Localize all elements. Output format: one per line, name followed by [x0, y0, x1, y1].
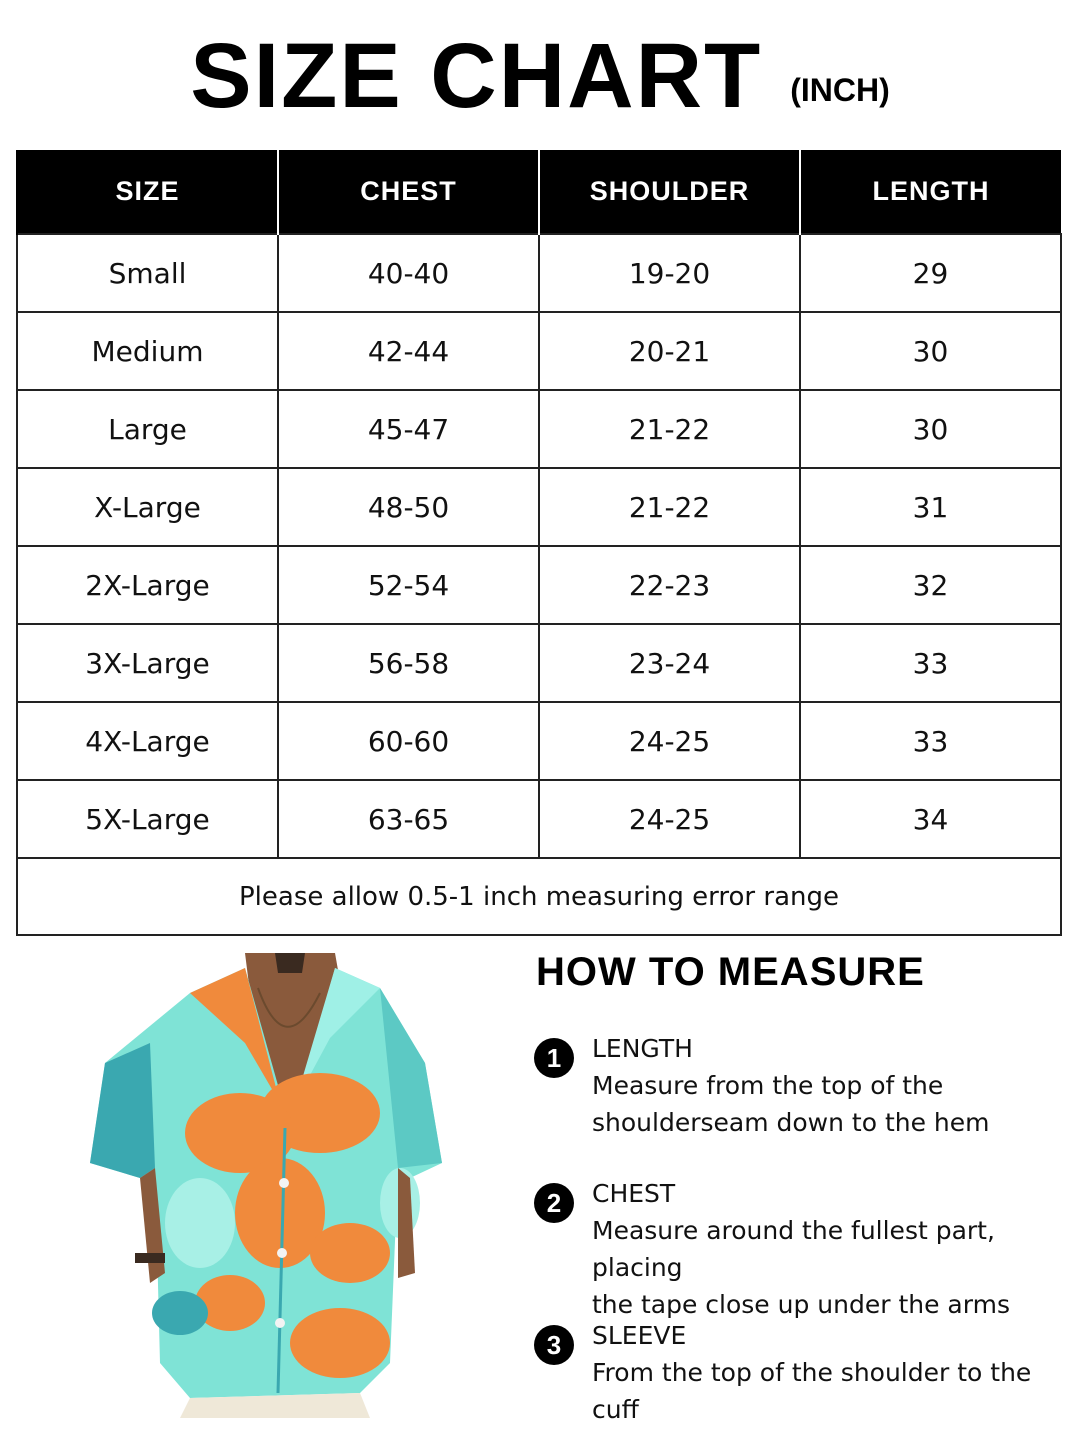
cell-shoulder: 20-21: [539, 312, 800, 390]
cell-size: Large: [17, 390, 278, 468]
table-row: [17, 780, 1061, 858]
page-header: [0, 25, 1080, 127]
table-header-row: [17, 150, 1061, 234]
cell-shoulder: 21-22: [539, 468, 800, 546]
cell-length: 30: [800, 312, 1061, 390]
step-description: Measure around the fullest part, placing: [592, 1216, 995, 1282]
shirt-model-image: [80, 953, 450, 1418]
cell-length: 34: [800, 780, 1061, 858]
measuring-error-note: Please allow 0.5-1 inch measuring error range: [17, 858, 1061, 935]
cell-size: 2X-Large: [17, 546, 278, 624]
cell-chest: 63-65: [278, 780, 539, 858]
cell-size: Medium: [17, 312, 278, 390]
step-description: From the top of the shoulder to the cuff: [592, 1358, 1032, 1424]
step-label: CHEST: [592, 1179, 676, 1208]
measure-step-sleeve: [534, 1317, 1074, 1428]
step-label: SLEEVE: [592, 1321, 687, 1350]
cell-chest: 60-60: [278, 702, 539, 780]
step-number-3: 3: [534, 1325, 574, 1365]
cell-shoulder: 24-25: [539, 780, 800, 858]
step-label: LENGTH: [592, 1034, 693, 1063]
table-row: [17, 702, 1061, 780]
step-description: shoulderseam down to the hem: [592, 1108, 990, 1137]
table-row: [17, 390, 1061, 468]
step-number-2: 2: [534, 1183, 574, 1223]
column-header-length: LENGTH: [800, 150, 1061, 234]
measure-step-length: [534, 1030, 1074, 1141]
cell-shoulder: 21-22: [539, 390, 800, 468]
cell-size: 3X-Large: [17, 624, 278, 702]
table-note-row: [17, 858, 1061, 935]
table-row: [17, 546, 1061, 624]
cell-chest: 48-50: [278, 468, 539, 546]
cell-length: 31: [800, 468, 1061, 546]
how-to-measure-title: HOW TO MEASURE: [536, 950, 925, 994]
cell-chest: 42-44: [278, 312, 539, 390]
cell-length: 30: [800, 390, 1061, 468]
cell-size: Small: [17, 234, 278, 312]
step-description: the tape close up under the arms: [592, 1290, 1010, 1319]
page-title: SIZE CHART: [190, 25, 763, 127]
cell-length: 33: [800, 624, 1061, 702]
cell-shoulder: 22-23: [539, 546, 800, 624]
measure-step-chest: [534, 1175, 1074, 1323]
cell-chest: 40-40: [278, 234, 539, 312]
table-row: [17, 624, 1061, 702]
cell-chest: 56-58: [278, 624, 539, 702]
size-table: [16, 150, 1062, 936]
cell-length: 32: [800, 546, 1061, 624]
table-row: [17, 468, 1061, 546]
cell-chest: 45-47: [278, 390, 539, 468]
cell-size: 4X-Large: [17, 702, 278, 780]
unit-label: (INCH): [790, 72, 890, 108]
column-header-shoulder: SHOULDER: [539, 150, 800, 234]
step-description: Measure from the top of the: [592, 1071, 944, 1100]
cell-chest: 52-54: [278, 546, 539, 624]
cell-length: 33: [800, 702, 1061, 780]
step-number-1: 1: [534, 1038, 574, 1078]
table-row: [17, 312, 1061, 390]
column-header-size: SIZE: [17, 150, 278, 234]
cell-shoulder: 23-24: [539, 624, 800, 702]
column-header-chest: CHEST: [278, 150, 539, 234]
cell-size: X-Large: [17, 468, 278, 546]
cell-shoulder: 24-25: [539, 702, 800, 780]
cell-shoulder: 19-20: [539, 234, 800, 312]
cell-length: 29: [800, 234, 1061, 312]
table-row: [17, 234, 1061, 312]
cell-size: 5X-Large: [17, 780, 278, 858]
